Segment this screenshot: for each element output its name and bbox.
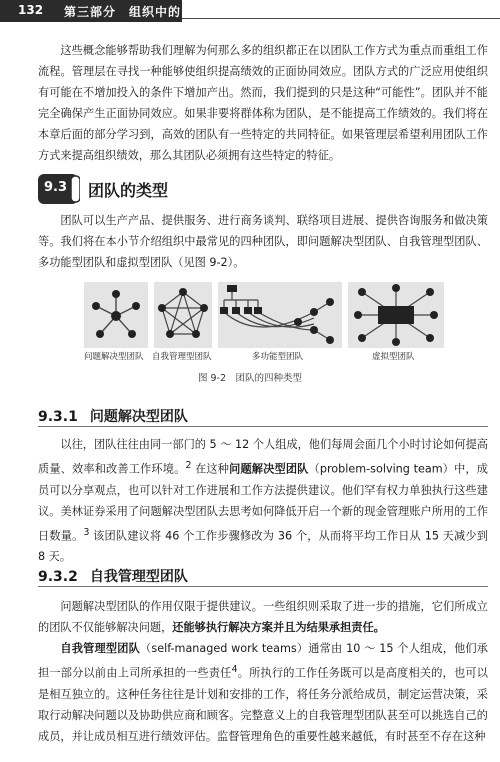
virtual-team-diagram-icon — [348, 282, 444, 348]
figure-team-types — [84, 282, 444, 362]
cross-functional-diagram-icon — [218, 282, 342, 348]
subsection-rule — [38, 426, 488, 427]
self-managed-diagram-icon — [154, 282, 212, 348]
figure-label-virtual: 虚拟型团队 — [372, 352, 415, 362]
figure-label-cross-functional: 多功能型团队 — [252, 352, 304, 362]
para-text: 以往，团队往往由同一部门的 5 ～ 12 个人组成，他们每周会面几个小时讨论如何提高质量、效率和改善工作环境。 — [38, 438, 488, 476]
header-bar — [0, 0, 182, 36]
figure-panel-virtual — [348, 282, 444, 348]
figure-label-self-managed: 自我管理型团队 — [152, 352, 212, 362]
para-text: 在这种 — [191, 462, 230, 476]
subsection-title: 问题解决型团队 — [89, 409, 188, 425]
term-bold: 问题解决型团队 — [229, 462, 309, 476]
self-managed-paragraph — [38, 638, 488, 747]
problem-solving-diagram-icon — [84, 282, 148, 348]
subsection-number: 9.3.2 — [38, 569, 78, 585]
footnote-marker: 2 — [185, 460, 192, 471]
para-text: （problem-solving team）中，成员可以分享观点，也可以针对工作进展和工作方法提供建议。他们罕有权力单独执行这些建议。美林证券采用了问题解决型团队去思考如何降低开启一个新的现金管理账户所用的工作日数量。 — [38, 462, 488, 543]
section-number: 9.3 — [44, 180, 68, 195]
subsection-heading-9-3-2 — [38, 566, 188, 586]
subsection-heading-9-3-1 — [38, 406, 188, 426]
subsection-rule — [38, 586, 488, 587]
problem-solving-paragraph — [38, 434, 488, 567]
header-part-title — [64, 3, 182, 37]
part-title: 组织中的群体 — [64, 5, 182, 36]
subsection-title: 自我管理型团队 — [89, 569, 188, 585]
para-text: 该团队建议将 46 个工作步骤修改为 36 个，从而将平均工作日从 15 天减少到 8 天。 — [38, 529, 488, 564]
para-text: 问题解决型团队的作用仅限于提供建议。一些组织则采取了进一步的措施，它们所成立的团队不仅能够解决问题， — [38, 600, 488, 634]
self-managed-intro-paragraph — [38, 596, 488, 638]
figure-panel-problem-solving — [84, 282, 148, 348]
subsection-number: 9.3.1 — [38, 409, 78, 425]
running-header — [0, 0, 500, 36]
footnote-marker: 3 — [83, 526, 90, 538]
header-rule — [182, 18, 500, 19]
term-bold: 自我管理型团队 — [60, 642, 140, 655]
para-text: （self-managed work teams）通常由 10 ～ 15 个人组成，他们承担一部分以前由上司所承担的一些责任 — [38, 642, 488, 680]
figure-panel-self-managed — [154, 282, 212, 348]
figure-panel-cross-functional — [218, 282, 342, 348]
figure-caption: 图 9-2 团队的四种类型 — [197, 373, 303, 384]
section-title: 团队的类型 — [88, 181, 169, 200]
page-number: 132 — [18, 3, 44, 17]
section-heading — [38, 174, 488, 206]
intro-paragraph: 这些概念能够帮助我们理解为何那么多的组织都正在以团队工作方式为重点而重组工作流程。管理层在寻找一种能够使组织提高绩效的正面协同效应。团队方式的广泛应用使组织有可能在不增加投入的条件下增加产出。然而，我们提到的只是这种“可能性”。团队并不能完全确保产生正面协同效应。如果非要将群体称为团队，是不能提高工作绩效的。我们将在本章后面的部分学习到，高效的团队有一些特定的共同特征。如果管理层希望利用团队工作方式来提高组织绩效，那么其团队必须拥有这些特定的特征。 — [38, 44, 488, 162]
figure-label-problem-solving: 问题解决型团队 — [84, 352, 144, 362]
para-text-bold: 还能够执行解决方案并且为结果承担责任。 — [172, 621, 385, 634]
footnote-marker: 4 — [231, 664, 238, 675]
part-label: 第三部分 — [64, 5, 117, 19]
para-text: 。所执行的工作任务既可以是高度相关的，也可以是相互独立的。这种任务往往是计划和安排的工作，将任务分派给成员，制定运营决策，采取行动解决问题以及协助供应商和顾客。完整意义上的自我管理型团队甚至可以挑选自己的成员，并让成员相互进行绩效评估。监督管理角色的重要性越来越低，有时甚至不存在这种 — [38, 666, 488, 743]
section-paragraph: 团队可以生产产品、提供服务、进行商务谈判、联络项目进展、提供咨询服务和做决策等。我们将在本小节介绍组织中最常见的四种团队，即问题解决型团队、自我管理型团队、多功能型团队和虚拟型团队（见图 9-2）。 — [38, 214, 488, 269]
